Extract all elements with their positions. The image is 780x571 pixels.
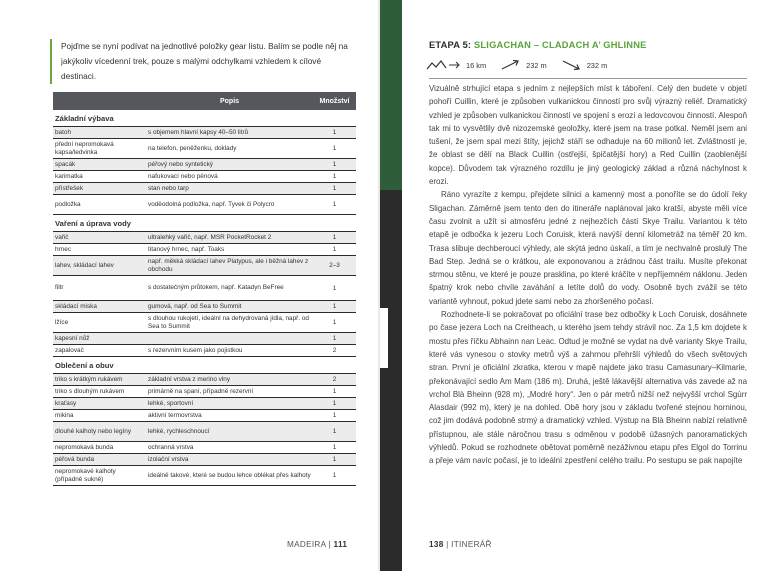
stage-stats <box>426 58 607 72</box>
row-item: přístřešek <box>55 184 84 192</box>
row-description: aktivní termovrstva <box>148 411 202 419</box>
table-row <box>53 171 356 183</box>
row-description: izolační vrstva <box>148 455 189 463</box>
divider-rule <box>429 78 747 79</box>
row-quantity: 1 <box>332 246 337 253</box>
row-item: zapalovač <box>55 346 84 354</box>
row-description: nafukovací nebo pěnová <box>148 172 218 180</box>
row-quantity: 1 <box>332 388 337 395</box>
table-row <box>53 454 356 466</box>
row-item: nepromokavá bunda <box>55 443 114 451</box>
row-item: karimatka <box>55 172 83 180</box>
row-item: hrnec <box>55 245 71 253</box>
stage-title <box>429 40 647 50</box>
intro-paragraph: Pojďme se nyní podívat na jednotlivé položky gear listu. Balím se podle něj na jakýkoliv vícedenní trek, pouze s malými odchylkami vzhledem k cílové destinaci. <box>50 39 356 84</box>
row-item: nepromokavé kalhoty (případně sukně) <box>55 468 116 483</box>
row-description: primárně na spaní, případně rezervní <box>148 387 254 395</box>
row-item: triko s dlouhým rukávem <box>55 387 125 395</box>
row-quantity: 1 <box>332 173 337 180</box>
table-row <box>53 466 356 486</box>
folio-label: MADEIRA <box>287 540 326 549</box>
table-row <box>53 333 356 345</box>
section-title: Vaření a úprava vody <box>53 215 356 232</box>
table-row <box>53 398 356 410</box>
row-item: podložka <box>55 200 81 208</box>
row-quantity: 1 <box>332 145 337 152</box>
row-item: spacák <box>55 160 76 168</box>
row-quantity: 2 <box>332 347 337 354</box>
table-row <box>53 422 356 442</box>
row-description: např. měkká skládací lahev Platypus, ale i běžná lahev z obchodu <box>148 258 309 273</box>
header-quantity: Množství <box>319 97 350 105</box>
table-row <box>53 276 356 301</box>
row-description: ochranná vrstva <box>148 443 194 451</box>
row-quantity: 1 <box>332 284 337 292</box>
table-row <box>53 313 356 333</box>
row-description: gumová, např. od Sea to Summit <box>148 302 242 310</box>
page-folio-left <box>287 540 347 549</box>
table-header <box>53 92 356 110</box>
row-item: batoh <box>55 128 71 136</box>
row-description: ultralehký vařič, např. MSR PocketRocket 2 <box>148 233 272 241</box>
row-item: kapesní nůž <box>55 334 90 342</box>
table-row <box>53 410 356 422</box>
descent-icon <box>561 59 583 71</box>
row-item: vařič <box>55 233 69 241</box>
row-description: s dostatečným průtokem, např. Katadyn BeFree <box>148 284 284 292</box>
row-description: stan nebo tarp <box>148 184 189 192</box>
table-row <box>53 244 356 256</box>
section-title: Základní výbava <box>53 110 356 127</box>
row-description: s objemem hlavní kapsy 40–50 litrů <box>148 128 249 136</box>
table-row <box>53 195 356 215</box>
stage-name: SLIGACHAN – CLADACH A’ GHLINNE <box>474 40 647 50</box>
row-description: ideálně takové, které se budou lehce oblékat přes kalhoty <box>148 471 311 479</box>
row-description: lehké, sportovní <box>148 399 194 407</box>
folio-separator: | <box>446 540 449 549</box>
row-quantity: 1 <box>332 335 337 342</box>
row-description: voděodolná podložka, např. Tyvek či Polycro <box>148 200 275 208</box>
row-quantity: 2 <box>332 376 337 383</box>
row-description: základní vrstva z merino vlny <box>148 375 231 383</box>
distance-icon <box>426 59 462 71</box>
table-row <box>53 127 356 139</box>
row-item: lžíce <box>55 318 69 326</box>
table-row <box>53 374 356 386</box>
row-item: triko s krátkým rukávem <box>55 375 123 383</box>
folio-number: 138 <box>429 540 444 549</box>
row-item: kraťasy <box>55 399 77 407</box>
section-title: Oblečení a obuv <box>53 357 356 374</box>
paragraph: Rozhodnete-li se pokračovat po oficiální trase bez odbočky k Loch Coruisk, dosáhnete po čase jezera Loch na Creitheach, u kterého jsem tehdy strávil noc. Za 1,5 km dojdete k mostu přes říčku Abhainn nan Leac. Odtud je možné se vydat na dvě varianty Skye Trailu, které vás vynesou o stovky metrů výš a zahrnou přehršlí výhledů do všech světových stran. První je oficiální zkratka, kterou v mapě najdete jako trasu Camasunary–Kilmarie, překonávající sedlo Am Mam (186 m). Druhá, ještě lákavější alternativa vás zavede až na vrchol Blà Bheinn (928 m), „Modré hory“. Jen o pár metrů nižší než nejvyšší vrchol Sgùrr Alasdair (992 m), který je na dohled. Obě hory jsou v základu tvořené stejnou horninou, což jim dodává podobně strmý a dramatický vzhled. Výstup na Blà Bheinn nabízí relativně přístupnou, ale stále náročnou trasu s odměnou v podobě úžasných panoramatických výhledů. Pokud se rozhodnete obětovat poměrně nezáživnou etapu přes Elgol do Torrinu a přeje vám navíc počasí, je to ideální zpestření celého trailu. Po sestupu se pak napojíte <box>429 310 747 466</box>
row-quantity: 1 <box>332 161 337 168</box>
ascent-value: 232 m <box>526 60 547 70</box>
page-folio-right <box>429 540 492 549</box>
ascent-icon <box>500 59 522 71</box>
row-quantity: 1 <box>332 456 337 463</box>
stage-label: ETAPA 5: <box>429 40 472 50</box>
left-page <box>0 0 378 571</box>
row-quantity: 1 <box>332 412 337 419</box>
row-description: péřový nebo syntetický <box>148 160 214 168</box>
paragraph: Ráno vyrazíte z kempu, přejdete silnici a kamenný most a ponoříte se do údolí řeky Sligachan. Záměrně jsem tento den do itineráře naplánoval jako kratší, abyste měli více času zvolnit a užít si atmosféru jedné z nejhezčích částí Skye Trailu. Variantou k této etapě je odbočka k jezeru Loch Coruisk, která navýší denní kilometráž na téměř 20 km. Trasa slibuje dechberoucí výhledy, ale skýtá jedno úskalí, a tím je nechvalně proslulý The Bad Step. Jedná se o krátkou, ale exponovanou a zrádnou část trailu. Musíte překonat strmou stěnu, ve které je pouze prasklina, po které kráčíte v nepříjemném náklonu. Jeden špatný krok nebo chvíle zaváhání a letíte dolů do vody. Osobně bych zvážil se této variantě vyhnout, pokud jdete sami nebo za zhoršeného počasí. <box>429 190 747 306</box>
distance-value: 16 km <box>466 60 487 70</box>
folio-number: 111 <box>333 540 348 549</box>
row-description: na telefon, peněženku, doklady <box>148 144 237 152</box>
row-item: dlouhé kalhoty nebo legíny <box>55 427 132 435</box>
row-item: péřová bunda <box>55 455 95 463</box>
right-page <box>402 0 780 571</box>
row-quantity: 1 <box>332 303 337 310</box>
table-row <box>53 139 356 159</box>
row-quantity: 1 <box>332 234 337 241</box>
folio-label: ITINERÁŘ <box>451 540 492 549</box>
folio-separator: | <box>328 540 331 549</box>
table-row <box>53 183 356 195</box>
table-row <box>53 301 356 313</box>
row-item: mikina <box>55 411 74 419</box>
row-quantity: 1 <box>332 185 337 192</box>
table-row <box>53 442 356 454</box>
row-quantity: 1 <box>332 428 337 435</box>
spine-notch <box>380 308 388 368</box>
table-row <box>53 159 356 171</box>
spine-green-tab <box>380 0 402 190</box>
article-body <box>429 82 747 468</box>
row-quantity: 1 <box>332 400 337 407</box>
table-row <box>53 345 356 357</box>
gear-table <box>53 92 356 486</box>
header-description: Popis <box>219 97 240 105</box>
descent-value: 232 m <box>586 60 608 70</box>
row-item: lahev, skládací lahev <box>55 261 114 269</box>
paragraph: Vizuálně strhující etapa s jedním z nejlepších míst k táboření. Celý den budete v objetí pohoří Cuillin, které je způsoben vulkanickou činností pro svůj výrazný reliéf. Dramatický vzhled je způsoben vulkanickou činností ve spojení s erozí a ledovcovou činností. Alespoň tak mi to vysvětlily dvě nizozemské geoložky, které jsem na trase potkal. Neměl jsem ani tušení, že jsem spal mezi štíty, jejichž stáří se odhaduje na 60 milionů let. Zvláštností je, že oblast se dělí na Black Cuillin (ostřejší, špičatější hory) a Red Cuillin (zaoblenější kopce). Důvodem tak výrazného rozdílu je jiný geologický základ a různá náchylnost k erozi. <box>429 84 747 187</box>
row-description: titanový hrnec, např. Toaks <box>148 245 225 253</box>
row-quantity: 2–3 <box>329 262 340 269</box>
row-quantity: 1 <box>332 201 337 208</box>
row-item: skládací miska <box>55 302 97 310</box>
table-row <box>53 232 356 244</box>
row-item: filtr <box>55 284 64 292</box>
table-row <box>53 386 356 398</box>
row-quantity: 1 <box>332 472 337 479</box>
table-row <box>53 256 356 276</box>
row-item: přední nepromokavá kapsa/ledvinka <box>55 141 114 156</box>
row-quantity: 1 <box>332 319 337 326</box>
row-quantity: 1 <box>332 129 337 136</box>
row-description: lehké, rychleschnoucí <box>148 427 210 435</box>
row-quantity: 1 <box>332 444 337 451</box>
row-description: s dlouhou rukojetí, ideální na dehydrovaná jídla, např. od Sea to Summit <box>148 315 309 330</box>
row-description: s rezervním kusem jako pojistkou <box>148 346 243 354</box>
row-description <box>146 333 313 344</box>
